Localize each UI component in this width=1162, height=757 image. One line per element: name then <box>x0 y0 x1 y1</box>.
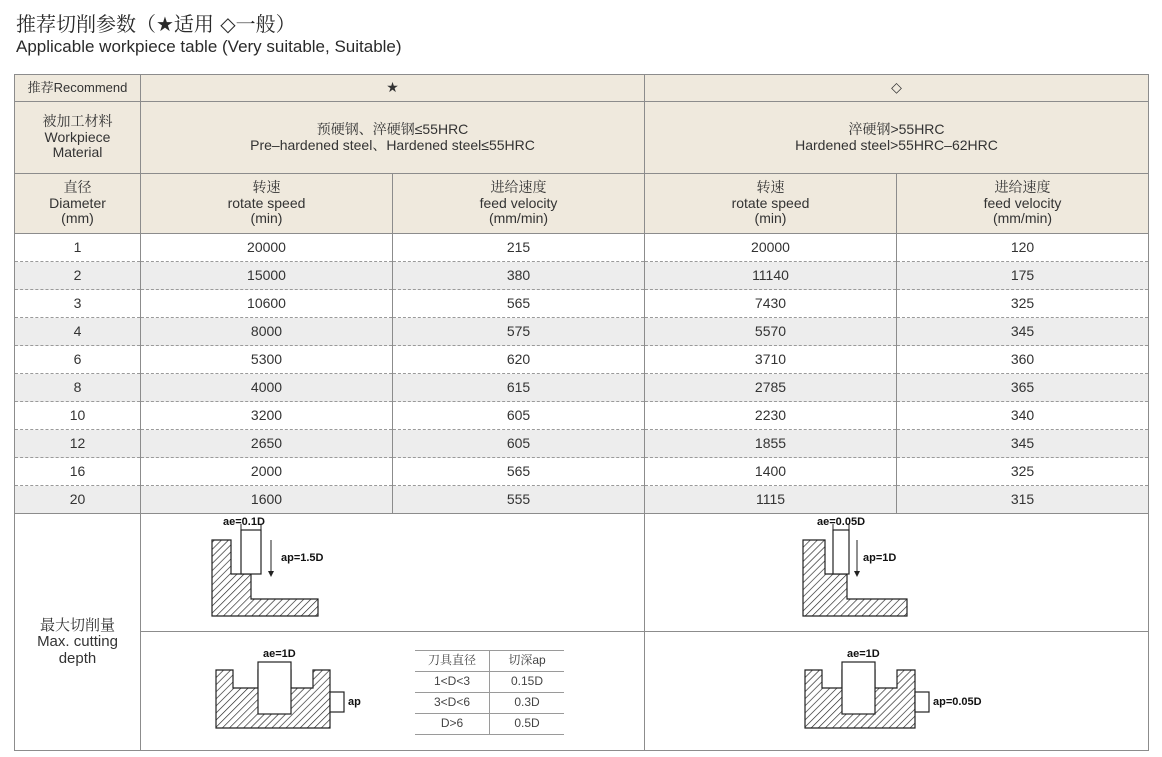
depth-reference-table: 刀具直径 切深ap 1<D<3 0.15D 3<D<6 0.3D D>6 0.5D <box>415 650 564 735</box>
feed-header-b: 进给速度 feed velocity (mm/min) <box>897 174 1149 234</box>
speed-header-a: 转速 rotate speed (min) <box>141 174 393 234</box>
table-row: 1 20000 215 20000 120 <box>15 234 1149 262</box>
svg-text:ae=1D: ae=1D <box>263 648 296 660</box>
svg-text:ae=1D: ae=1D <box>847 648 880 660</box>
table-row: 2 15000 380 11140 175 <box>15 262 1149 290</box>
table-row: 20 1600 555 1115 315 <box>15 486 1149 514</box>
table-row: 6 5300 620 3710 360 <box>15 346 1149 374</box>
table-row: 12 2650 605 1855 345 <box>15 430 1149 458</box>
svg-text:ap=0.05D: ap=0.05D <box>933 696 982 708</box>
svg-text:ae=0.05D: ae=0.05D <box>817 516 866 528</box>
recommend-row <box>15 75 1149 102</box>
slotting-b-icon <box>645 632 1149 750</box>
side-milling-row <box>15 514 1149 632</box>
table-row: 16 2000 565 1400 325 <box>15 458 1149 486</box>
star-symbol: ★ <box>141 75 645 102</box>
svg-text:ap=1.5D: ap=1.5D <box>281 552 324 564</box>
material-b: 淬硬钢>55HRC Hardened steel>55HRC–62HRC <box>645 102 1149 174</box>
svg-text:ap: ap <box>348 696 361 708</box>
side-milling-diagram-a <box>141 514 645 632</box>
material-a: 预硬钢、淬硬钢≤55HRC Pre–hardened steel、Hardened steel≤55HRC <box>141 102 645 174</box>
page-subtitle: Applicable workpiece table (Very suitable, Suitable) <box>16 37 402 56</box>
table-row: 10 3200 605 2230 340 <box>15 402 1149 430</box>
svg-text:ae=0.1D: ae=0.1D <box>223 516 265 528</box>
table-row: 3 10600 565 7430 325 <box>15 290 1149 318</box>
material-label: 被加工材料 Workpiece Material <box>15 102 141 174</box>
side-milling-a-icon <box>141 514 645 631</box>
side-milling-b-icon <box>645 514 1149 631</box>
slotting-a-icon <box>141 632 645 750</box>
svg-text:ap=1D: ap=1D <box>863 552 897 564</box>
slotting-diagram-b <box>645 632 1149 751</box>
cutting-parameter-table <box>14 74 1149 751</box>
column-header-row <box>15 174 1149 234</box>
recommend-label: 推荐Recommend <box>15 75 141 102</box>
material-row <box>15 102 1149 174</box>
side-milling-diagram-b <box>645 514 1149 632</box>
slotting-diagram-a <box>141 632 645 751</box>
table-row: 8 4000 615 2785 365 <box>15 374 1149 402</box>
max-cutting-label: 最大切削量 Max. cutting depth <box>15 514 141 751</box>
diameter-header: 直径 Diameter (mm) <box>15 174 141 234</box>
diamond-symbol: ◇ <box>645 75 1149 102</box>
table-row: 4 8000 575 5570 345 <box>15 318 1149 346</box>
speed-header-b: 转速 rotate speed (min) <box>645 174 897 234</box>
feed-header-a: 进给速度 feed velocity (mm/min) <box>393 174 645 234</box>
slotting-row <box>15 632 1149 751</box>
page-title: 推荐切削参数（★适用 ◇一般） <box>16 12 296 36</box>
